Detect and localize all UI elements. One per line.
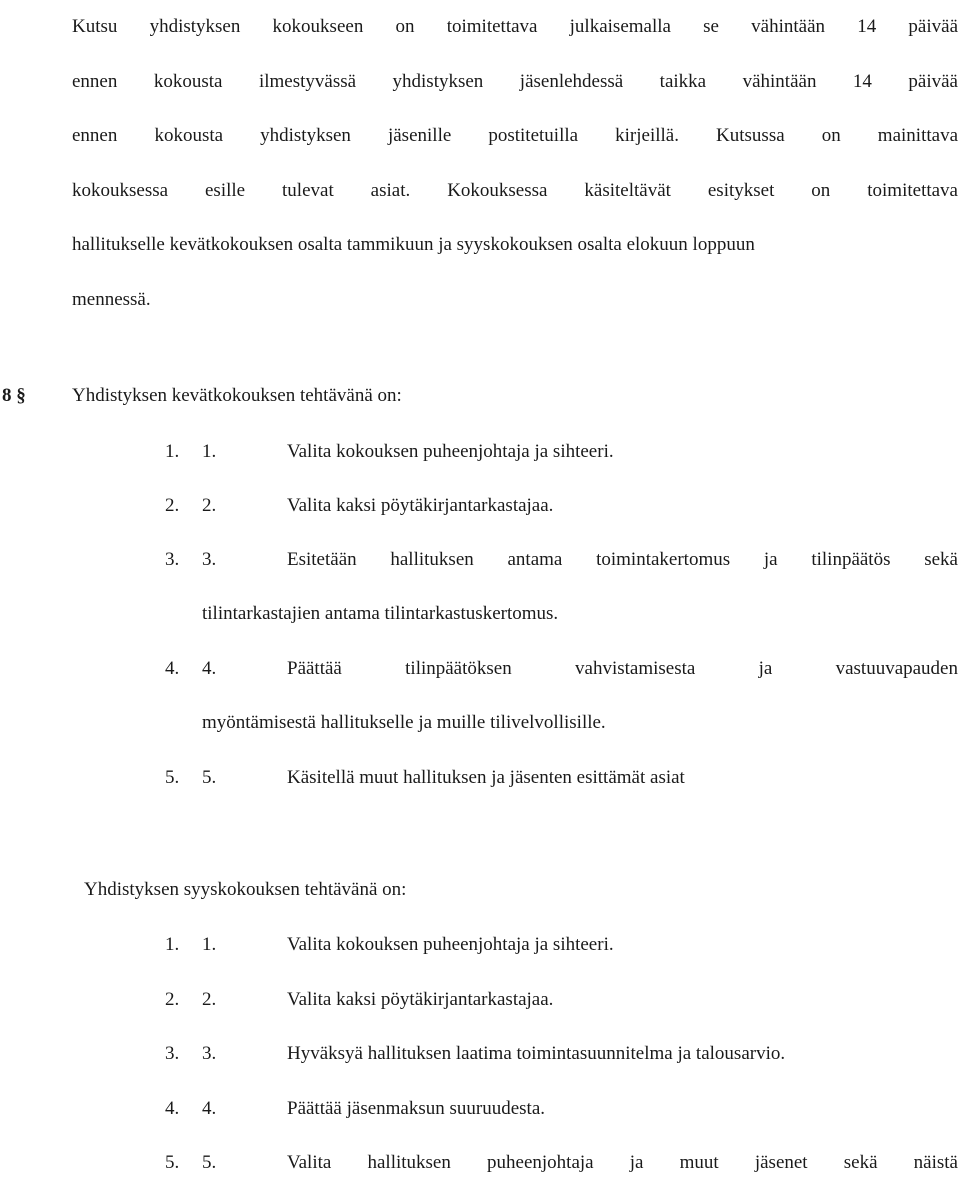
intro-line: Kutsu yhdistyksen kokoukseen on toimitettava julkaisemalla se vähintään 14 päivää — [72, 16, 958, 37]
item-number: 3. — [202, 549, 217, 570]
item-number: 1. — [165, 934, 180, 955]
intro-line: ennen kokousta ilmestyvässä yhdistyksen jäsenlehdessä taikka vähintään 14 päivää — [72, 70, 958, 92]
item-number: 2. — [165, 989, 180, 1010]
item-number: 4. — [165, 658, 180, 679]
item-number: 1. — [165, 441, 180, 462]
item-text: Valita hallituksen puheenjohtaja ja muut jäsenet sekä näistä — [287, 1152, 958, 1173]
item-number: 5. — [202, 1152, 217, 1173]
item-number: 5. — [165, 767, 180, 788]
item-text-continuation: tilintarkastajien antama tilintarkastuskertomus. — [202, 603, 559, 624]
item-number: 5. — [165, 1152, 180, 1173]
item-number: 2. — [202, 495, 217, 516]
item-number: 2. — [165, 495, 180, 516]
intro-line: ennen kokousta yhdistyksen jäsenille postitetuilla kirjeillä. Kutsussa on mainittava — [72, 125, 958, 146]
item-number: 4. — [202, 658, 217, 679]
item-number: 3. — [165, 549, 180, 570]
intro-paragraph — [72, 0, 958, 327]
item-number: 4. — [165, 1098, 180, 1119]
item-text: Päättää jäsenmaksun suuruudesta. — [287, 1098, 546, 1119]
item-text-continuation: myöntämisestä hallitukselle ja muille tilivelvollisille. — [202, 712, 606, 733]
item-number: 3. — [202, 1043, 217, 1064]
item-text: Hyväksyä hallituksen laatima toimintasuunnitelma ja talousarvio. — [287, 1043, 786, 1064]
intro-line: kokouksessa esille tulevat asiat. Kokouksessa käsiteltävät esitykset on toimitettava — [72, 179, 958, 201]
section-number — [2, 381, 26, 411]
intro-line: hallitukselle kevätkokouksen osalta tammikuun ja syyskokouksen osalta elokuun loppuun — [72, 234, 755, 255]
item-text: Käsitellä muut hallituksen ja jäsenten esittämät asiat — [287, 767, 685, 788]
item-text: Valita kokouksen puheenjohtaja ja sihteeri. — [287, 934, 614, 955]
item-number: 4. — [202, 1098, 217, 1119]
item-text: Valita kaksi pöytäkirjantarkastajaa. — [287, 989, 554, 1010]
section-sign: § — [16, 385, 26, 406]
intro-line: mennessä. — [72, 288, 151, 310]
item-number: 5. — [202, 767, 217, 788]
item-text: Esitetään hallituksen antama toimintakertomus ja tilinpäätös sekä — [287, 549, 958, 570]
item-text: Päättää tilinpäätöksen vahvistamisesta ja vastuuvapauden — [287, 658, 958, 679]
item-number: 1. — [202, 441, 217, 462]
autumn-heading: Yhdistyksen syyskokouksen tehtävänä on: — [84, 879, 407, 900]
item-text: Valita kaksi pöytäkirjantarkastajaa. — [287, 495, 554, 516]
section-number-digit: 8 — [2, 385, 12, 406]
item-number: 2. — [202, 989, 217, 1010]
item-number: 3. — [165, 1043, 180, 1064]
item-number: 1. — [202, 934, 217, 955]
item-text: Valita kokouksen puheenjohtaja ja sihteeri. — [287, 441, 614, 462]
section-heading: Yhdistyksen kevätkokouksen tehtävänä on: — [72, 385, 402, 406]
